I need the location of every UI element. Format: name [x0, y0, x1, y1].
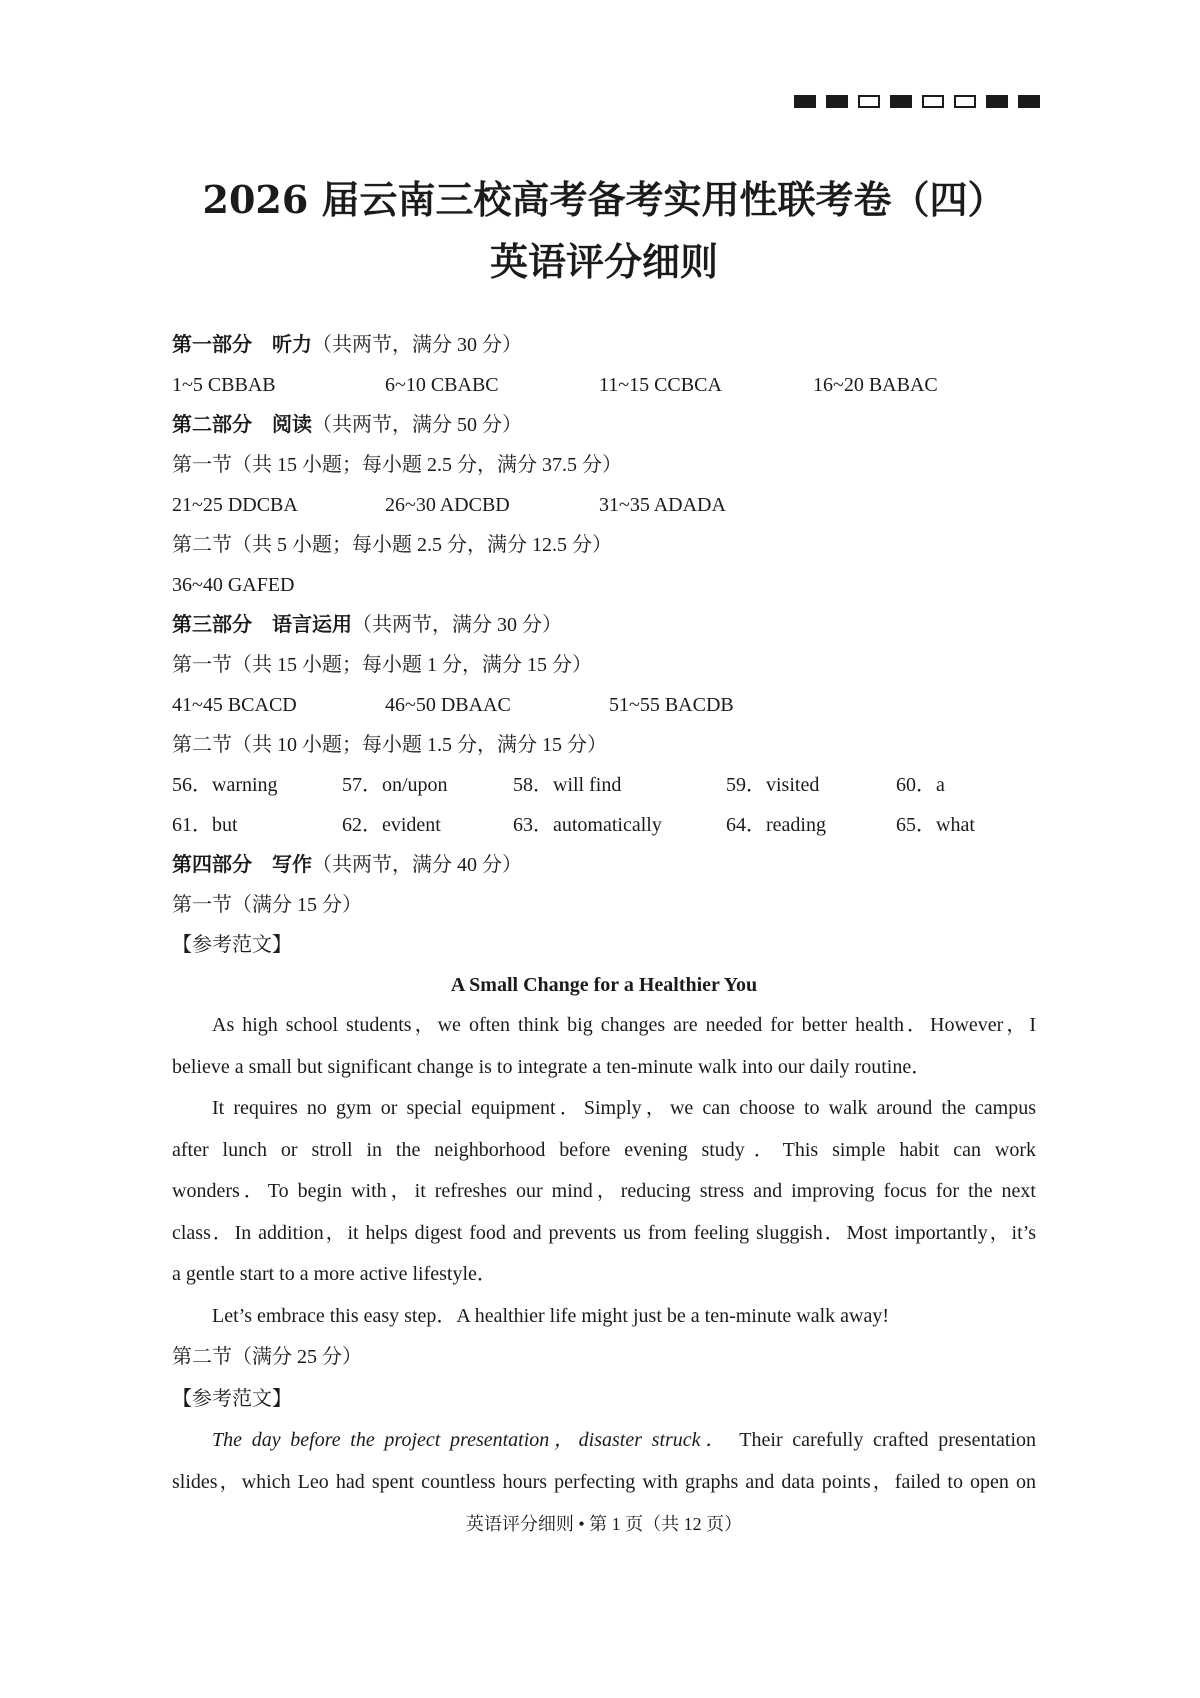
- essay-title: A Small Change for a Healthier You: [450, 974, 758, 996]
- marker-square-filled: [1018, 95, 1040, 108]
- essay-line: after lunch or stroll in the neighborhood before evening study．This simple habit can work: [172, 1138, 1036, 1161]
- part2-header: [172, 405, 1036, 445]
- fill-in-answer: 56．warning: [172, 774, 278, 796]
- fill-in-answer: 64．reading: [726, 814, 826, 836]
- essay-line: slides，which Leo had spent countless hours perfecting with graphs and data points，failed to open on: [172, 1470, 1036, 1493]
- answer-row: [172, 365, 1036, 405]
- essay-line: As high school students，we often think big changes are needed for better health．However，I: [212, 1014, 1036, 1036]
- marker-square-filled: [826, 95, 848, 108]
- fill-in-answer: 61．but: [172, 814, 238, 836]
- answer-row: [172, 685, 1036, 725]
- essay-paragraph: [172, 1296, 1036, 1338]
- fill-in-answer: 63．automatically: [513, 814, 662, 836]
- essay-text: Their carefully crafted presentation: [739, 1429, 1036, 1451]
- part-note: （共两节，满分 40 分）: [312, 854, 522, 876]
- sample-label: 【参考范文】: [172, 1387, 292, 1410]
- marker-square-filled: [794, 95, 816, 108]
- essay-line: Let’s embrace this easy step．A healthier life might just be a ten-minute walk away!: [212, 1304, 890, 1327]
- marker-square-empty: [858, 95, 880, 108]
- document-title: [172, 169, 1036, 293]
- fill-in-answer: 60．a: [896, 774, 945, 796]
- part-note: （共两节，满分 30 分）: [312, 334, 522, 356]
- essay-paragraph: [172, 1088, 1036, 1296]
- essay-line: a gentle start to a more active lifestyle．: [172, 1263, 497, 1285]
- fill-in-answer: 57．on/upon: [342, 774, 448, 796]
- part-note: （共两节，满分 50 分）: [312, 414, 522, 436]
- document-body: [172, 325, 1036, 1503]
- sample-label: 【参考范文】: [172, 934, 292, 956]
- answer-group: 6~10 CBABC: [385, 374, 499, 396]
- part-label: 第一部分: [172, 334, 252, 356]
- marker-square-empty: [922, 95, 944, 108]
- title-line-2: 英语评分细则: [489, 239, 718, 284]
- part-name: 阅读: [272, 414, 312, 436]
- answer-group: 31~35 ADADA: [599, 494, 726, 516]
- essay-line: [172, 1420, 1036, 1462]
- fill-in-answer: 65．what: [896, 814, 975, 836]
- page-marker: [794, 95, 1040, 108]
- part-label: 第二部分: [172, 414, 252, 436]
- part3-header: [172, 605, 1036, 645]
- section-heading: 第二节（共 10 小题；每小题 1.5 分，满分 15 分）: [172, 734, 607, 756]
- section-heading: 第二节（满分 25 分）: [172, 1346, 362, 1368]
- essay-paragraph: [172, 1005, 1036, 1088]
- fill-in-row: [172, 805, 1036, 845]
- answer-group: 21~25 DDCBA: [172, 494, 298, 516]
- part4-header: [172, 845, 1036, 885]
- title-line-1: 2026 届云南三校高考备考实用性联考卷（四）: [202, 177, 1006, 222]
- part-label: 第三部分: [172, 614, 252, 636]
- marker-square-filled: [890, 95, 912, 108]
- answer-row: [172, 485, 1036, 525]
- fill-in-answer: 59．visited: [726, 774, 820, 796]
- part1-header: [172, 325, 1036, 365]
- essay-line: believe a small but significant change is to integrate a ten-minute walk into our daily routine．: [172, 1055, 932, 1078]
- page-footer: 英语评分细则 • 第 1 页（共 12 页）: [465, 1514, 743, 1534]
- part-name: 听力: [272, 334, 312, 356]
- answer-group: 46~50 DBAAC: [385, 694, 511, 716]
- section-heading: 第一节（共 15 小题；每小题 2.5 分，满分 37.5 分）: [172, 454, 622, 476]
- essay-opening-sentence: The day before the project presentation，disaster struck．: [212, 1429, 730, 1451]
- answer-group: 36~40 GAFED: [172, 574, 295, 596]
- marker-square-filled: [986, 95, 1008, 108]
- answer-group: 51~55 BACDB: [609, 694, 734, 716]
- section-heading: 第一节（共 15 小题；每小题 1 分，满分 15 分）: [172, 654, 592, 676]
- answer-group: 26~30 ADCBD: [385, 494, 510, 516]
- part-note: （共两节，满分 30 分）: [352, 614, 562, 636]
- essay-line: It requires no gym or special equipment．Simply，we can choose to walk around the campus: [212, 1097, 1036, 1119]
- answer-group: 16~20 BABAC: [813, 374, 938, 396]
- fill-in-row: [172, 765, 1036, 805]
- answer-group: 11~15 CCBCA: [599, 374, 722, 396]
- essay-line: class．In addition，it helps digest food and prevents us from feeling sluggish．Most importantly，it’s: [172, 1221, 1036, 1244]
- answer-row: [172, 565, 1036, 605]
- essay-paragraph: [172, 1420, 1036, 1503]
- answer-group: 41~45 BCACD: [172, 694, 297, 716]
- marker-square-empty: [954, 95, 976, 108]
- part-name: 语言运用: [272, 614, 352, 636]
- fill-in-answer: 62．evident: [342, 814, 441, 836]
- essay-line: wonders．To begin with，it refreshes our mind，reducing stress and improving focus for the next: [172, 1180, 1036, 1202]
- answer-group: 1~5 CBBAB: [172, 374, 276, 396]
- section-heading: 第一节（满分 15 分）: [172, 894, 362, 916]
- part-name: 写作: [272, 854, 312, 876]
- part-label: 第四部分: [172, 854, 252, 876]
- fill-in-answer: 58．will find: [513, 774, 622, 796]
- section-heading: 第二节（共 5 小题；每小题 2.5 分，满分 12.5 分）: [172, 534, 612, 556]
